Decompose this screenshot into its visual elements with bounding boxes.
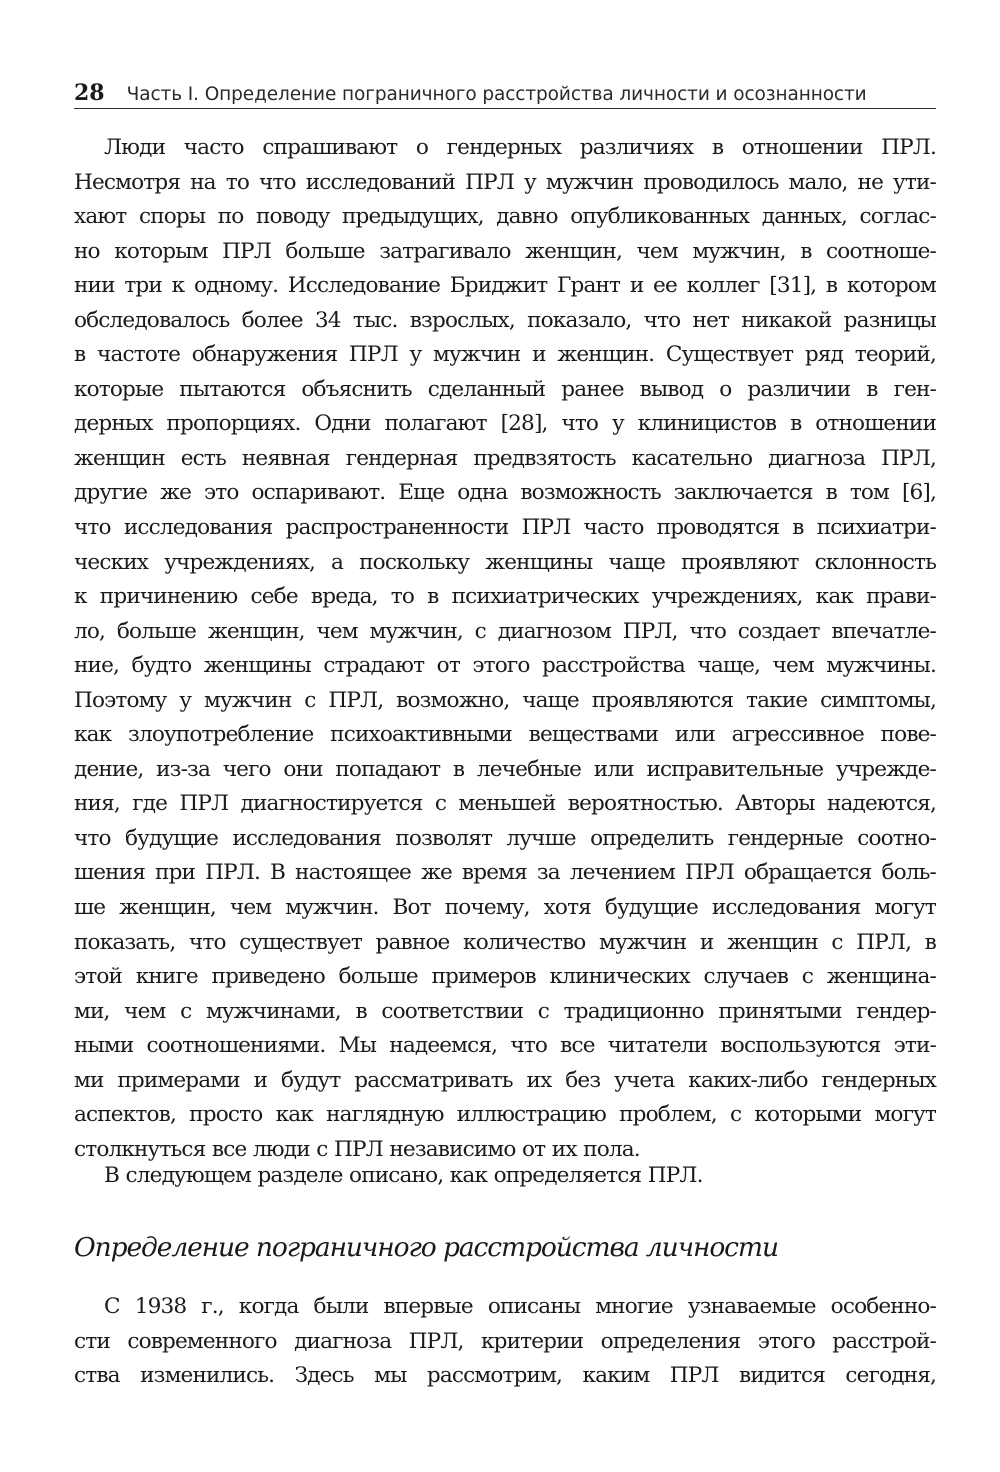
text-line: аспектов, просто как наглядную иллюстрацию проблем, с которыми могут <box>74 1102 936 1128</box>
text-line: В следующем разделе описано, как определяется ПРЛ. <box>104 1163 703 1188</box>
text-line: женщин есть неявная гендерная предвзятость касательно диагноза ПРЛ, <box>74 445 936 471</box>
page-number: 28 <box>74 80 105 106</box>
text-line: что будущие исследования позволят лучше определить гендерные соотно- <box>74 825 936 851</box>
text-line: этой книге приведено больше примеров клинических случаев с женщина- <box>74 964 936 990</box>
text-line: хают споры по поводу предыдущих, давно опубликованных данных, соглас- <box>74 204 936 230</box>
text-line: ло, больше женщин, чем мужчин, с диагнозом ПРЛ, что создает впечатле- <box>74 618 936 644</box>
text-line: ми примерами и будут рассматривать их без учета каких-либо гендерных <box>74 1067 936 1093</box>
paragraph-gender-differences <box>74 131 936 1167</box>
running-title: Часть I. Определение пограничного расстройства личности и осознанности <box>126 83 867 105</box>
text-line: показать, что существует равное количество мужчин и женщин с ПРЛ, в <box>74 929 936 955</box>
text-line: нии три к одному. Исследование Бриджит Грант и ее коллег [31], в котором <box>74 273 936 299</box>
text-line: как злоупотребление психоактивными веществами или агрессивное пове- <box>74 722 936 748</box>
text-line: к причинению себе вреда, то в психиатрических учреждениях, как прави- <box>74 584 936 610</box>
text-line: обследовалось более 34 тыс. взрослых, показало, что нет никакой разницы <box>74 307 936 333</box>
text-line: С 1938 г., когда были впервые описаны многие узнаваемые особенно- <box>104 1294 936 1319</box>
paragraph-definition-start <box>74 1290 936 1394</box>
text-line: ние, будто женщины страдают от этого расстройства чаще, чем мужчины. <box>74 653 936 679</box>
text-line: дение, из-за чего они попадают в лечебные или исправительные учрежде- <box>74 756 936 782</box>
text-line: шения при ПРЛ. В настоящее же время за лечением ПРЛ обращается боль- <box>74 860 936 886</box>
text-line: что исследования распространенности ПРЛ часто проводятся в психиатри- <box>74 515 936 541</box>
text-line: другие же это оспаривают. Еще одна возможность заключается в том [6], <box>74 480 936 506</box>
text-line: столкнуться все люди с ПРЛ независимо от их пола. <box>74 1136 640 1162</box>
text-line: дерных пропорциях. Одни полагают [28], что у клиницистов в отношении <box>74 411 936 437</box>
text-line: ческих учреждениях, а поскольку женщины чаще проявляют склонность <box>74 549 936 575</box>
text-line: ше женщин, чем мужчин. Вот почему, хотя будущие исследования могут <box>74 895 936 921</box>
text-line: которые пытаются объяснить сделанный ранее вывод о различии в ген- <box>74 376 936 402</box>
text-line: Несмотря на то что исследований ПРЛ у мужчин проводилось мало, не ути- <box>74 169 936 195</box>
text-line: Поэтому у мужчин с ПРЛ, возможно, чаще проявляются такие симптомы, <box>74 687 936 713</box>
section-heading: Определение пограничного расстройства личности <box>74 1232 778 1263</box>
text-line: ния, где ПРЛ диагностируется с меньшей вероятностью. Авторы надеются, <box>74 791 936 817</box>
text-line: Люди часто спрашивают о гендерных различиях в отношении ПРЛ. <box>104 135 936 160</box>
text-line: ми, чем с мужчинами, в соответствии с традиционно принятыми гендер- <box>74 998 936 1024</box>
running-header <box>74 70 936 109</box>
text-line: сти современного диагноза ПРЛ, критерии определения этого расстрой- <box>74 1328 936 1354</box>
text-line: в частоте обнаружения ПРЛ у мужчин и женщин. Существует ряд теорий, <box>74 342 936 368</box>
text-line: но которым ПРЛ больше затрагивало женщин, чем мужчин, в соотноше- <box>74 238 936 264</box>
text-line: ства изменились. Здесь мы рассмотрим, каким ПРЛ видится сегодня, <box>74 1363 936 1389</box>
paragraph-next-section-intro <box>74 1159 936 1194</box>
text-line: ными соотношениями. Мы надеемся, что все читатели воспользуются эти- <box>74 1033 936 1059</box>
